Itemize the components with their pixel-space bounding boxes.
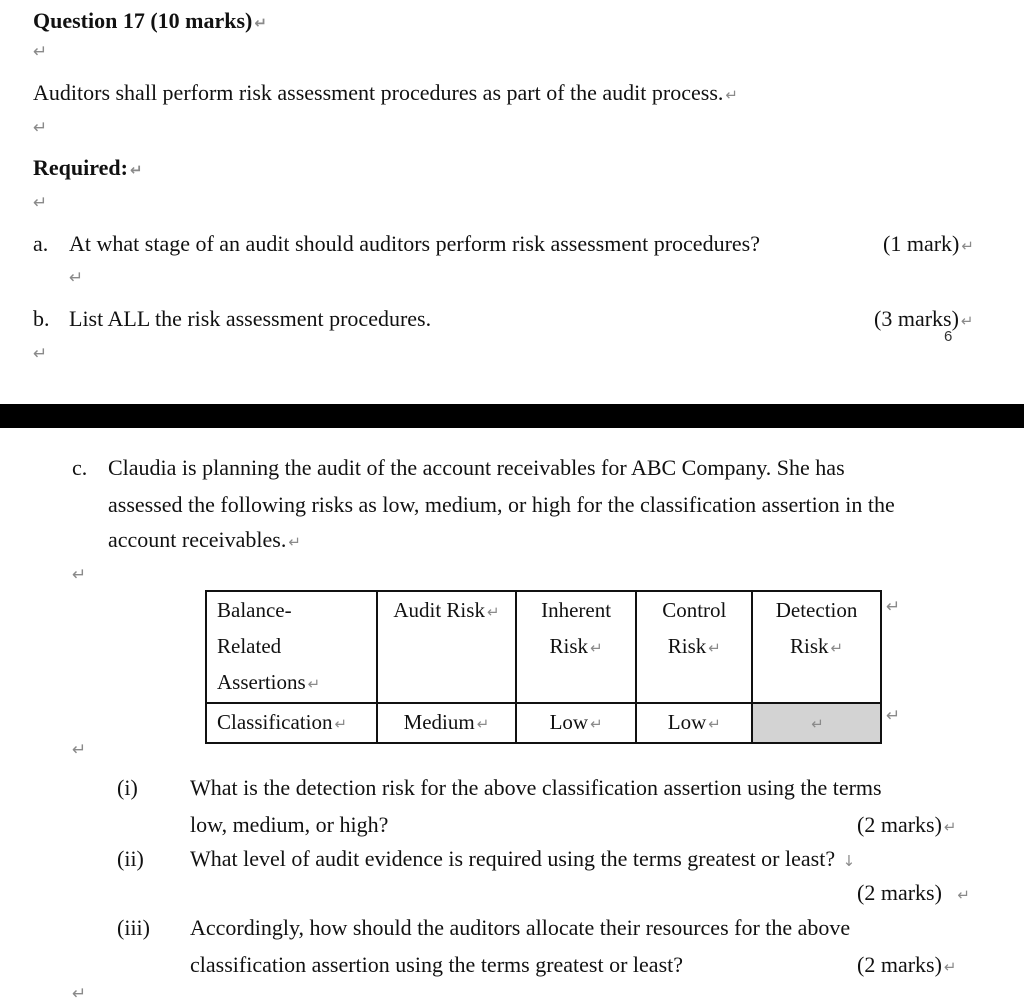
paragraph-mark-icon: ↵ xyxy=(72,984,87,1004)
paragraph-mark-icon: ↵ xyxy=(33,42,48,62)
header-text-part: Risk xyxy=(549,634,589,658)
part-c-line3 xyxy=(108,527,301,555)
header-text: Balance- xyxy=(217,598,292,622)
header-text xyxy=(763,628,870,666)
header-inherent-risk xyxy=(516,591,637,703)
paragraph-mark-icon: ↵ xyxy=(33,344,48,364)
header-text-part: Risk xyxy=(790,634,829,658)
header-text xyxy=(217,664,366,702)
cell-control-risk xyxy=(636,703,752,743)
subq-iii-label: (iii) xyxy=(117,915,150,940)
cell-mark-icon: ↵ xyxy=(811,715,824,733)
paragraph-mark-icon: ↵ xyxy=(961,237,974,255)
header-text: Inherent xyxy=(541,598,612,622)
part-c-label: c. xyxy=(72,455,88,480)
cell-text: Low xyxy=(549,710,589,734)
cell-mark-icon: ↵ xyxy=(590,639,603,657)
header-text-part: Risk xyxy=(667,634,707,658)
part-a-marks-text: (1 mark) xyxy=(883,231,960,256)
paragraph-mark-icon: ↵ xyxy=(72,740,87,760)
subq-ii-marks xyxy=(857,880,970,908)
part-a-label: a. xyxy=(33,231,49,256)
required-heading-text: Required: xyxy=(33,155,128,180)
subq-ii-line1 xyxy=(190,846,855,874)
cell-mark-icon: ↵ xyxy=(476,715,490,733)
header-detection-risk xyxy=(752,591,881,703)
row-end-mark-icon: ↵ xyxy=(886,706,901,726)
paragraph-mark-icon: ↵ xyxy=(943,818,957,836)
header-control-risk xyxy=(636,591,752,703)
header-text: Audit Risk xyxy=(393,598,485,622)
subq-i-line2: low, medium, or high? xyxy=(190,812,389,837)
paragraph-mark-icon: ↵ xyxy=(33,193,48,213)
question-title-text: Question 17 (10 marks) xyxy=(33,8,253,33)
cell-mark-icon: ↵ xyxy=(830,639,844,657)
cell-mark-icon: ↵ xyxy=(334,715,348,733)
header-audit-risk xyxy=(377,591,516,703)
part-b-marks-text: (3 marks) xyxy=(874,306,959,331)
header-text: Detection xyxy=(775,598,858,622)
header-text xyxy=(647,628,741,666)
cell-text: Classification xyxy=(217,710,333,734)
intro-text xyxy=(33,80,738,108)
paragraph-mark-icon: ↵ xyxy=(960,312,974,330)
question-title xyxy=(33,8,267,36)
part-b-marks xyxy=(874,306,974,334)
cell-mark-icon: ↵ xyxy=(708,639,721,657)
part-c-line3-text: account receivables. xyxy=(108,527,287,552)
cell-text: Low xyxy=(667,710,707,734)
paragraph-mark-icon: ↵ xyxy=(129,161,143,179)
subq-iii-line1: Accordingly, how should the auditors allocate their resources for the above xyxy=(190,915,851,940)
cell-audit-risk xyxy=(377,703,516,743)
part-b-label: b. xyxy=(33,306,50,331)
cell-mark-icon: ↵ xyxy=(590,715,603,733)
paragraph-mark-icon: ↵ xyxy=(725,86,738,104)
paragraph-mark-icon: ↵ xyxy=(254,14,267,32)
page-number: 6 xyxy=(944,328,953,345)
subq-iii-line2: classification assertion using the terms greatest or least? xyxy=(190,952,684,977)
cell-inherent-risk xyxy=(516,703,637,743)
paragraph-mark-icon: ↵ xyxy=(288,533,301,551)
intro-text-content: Auditors shall perform risk assessment procedures as part of the audit process. xyxy=(33,80,724,105)
part-a-marks xyxy=(883,231,974,259)
header-text: Related xyxy=(217,634,282,658)
subq-i-marks-text: (2 marks) xyxy=(857,812,942,837)
part-c-line2: assessed the following risks as low, medium, or high for the classification assertion in the xyxy=(108,492,895,517)
cell-detection-risk xyxy=(752,703,881,743)
table-header-row xyxy=(206,591,881,703)
subq-ii-line1-text: What level of audit evidence is required using the terms greatest or least? xyxy=(190,846,836,871)
part-a-text: At what stage of an audit should auditors perform risk assessment procedures? xyxy=(69,231,760,256)
header-balance-related-assertions xyxy=(206,591,377,703)
paragraph-mark-icon: ↵ xyxy=(33,118,48,138)
page-separator xyxy=(0,404,1024,428)
cell-mark-icon: ↵ xyxy=(307,675,321,693)
header-text xyxy=(527,628,626,666)
line-break-icon: ↓ xyxy=(842,852,856,870)
cell-mark-icon: ↵ xyxy=(708,715,721,733)
header-text-part: Assertions xyxy=(217,670,306,694)
subq-iii-marks xyxy=(857,952,957,980)
subq-i-label: (i) xyxy=(117,775,138,800)
subq-ii-label: (ii) xyxy=(117,846,144,871)
cell-assertion xyxy=(206,703,377,743)
required-heading xyxy=(33,155,143,183)
part-c-line1: Claudia is planning the audit of the account receivables for ABC Company. She has xyxy=(108,455,845,480)
paragraph-mark-icon: ↵ xyxy=(957,886,970,904)
cell-text: Medium xyxy=(403,710,475,734)
table-row xyxy=(206,703,881,743)
subq-i-line1: What is the detection risk for the above classification assertion using the terms xyxy=(190,775,882,800)
subq-iii-marks-text: (2 marks) xyxy=(857,952,942,977)
row-end-mark-icon: ↵ xyxy=(886,597,901,617)
subq-ii-marks-text: (2 marks) xyxy=(857,880,942,905)
header-text: Control xyxy=(662,598,727,622)
paragraph-mark-icon: ↵ xyxy=(943,958,957,976)
part-b-text: List ALL the risk assessment procedures. xyxy=(69,306,432,331)
cell-mark-icon: ↵ xyxy=(486,603,500,621)
subq-i-marks xyxy=(857,812,957,840)
paragraph-mark-icon: ↵ xyxy=(72,565,87,585)
risk-table xyxy=(205,590,882,744)
paragraph-mark-icon: ↵ xyxy=(69,268,84,288)
